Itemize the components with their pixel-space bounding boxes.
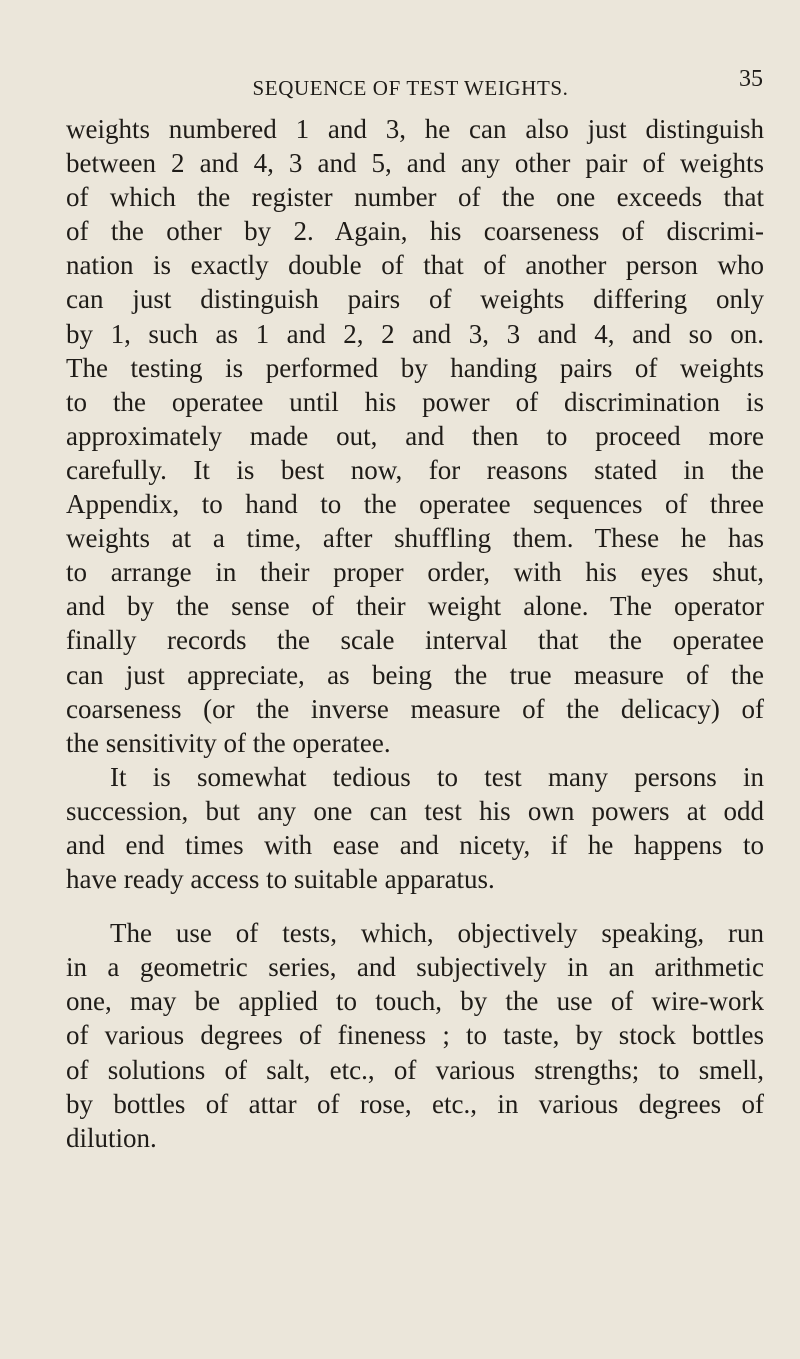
running-title: SEQUENCE OF TEST WEIGHTS. (252, 76, 569, 100)
paragraph-1 (66, 112, 764, 760)
text-line: and by the sense of their weight alone. The operator (66, 591, 764, 622)
text-line: carefully. It is best now, for reasons stated in the (66, 454, 764, 485)
text-line: have ready access to suitable apparatus. (66, 864, 495, 895)
text-line: can just distinguish pairs of weights differing only (66, 284, 764, 315)
page-number: 35 (739, 66, 763, 92)
paragraph-2 (66, 760, 764, 896)
text-line: weights numbered 1 and 3, he can also just distinguish (66, 114, 764, 144)
text-line: of various degrees of fineness ; to taste, by stock bottles (66, 1020, 764, 1051)
text-line: can just appreciate, as being the true measure of the (66, 659, 764, 690)
text-line: to arrange in their proper order, with his eyes shut, (66, 557, 764, 588)
text-line: one, may be applied to touch, by the use of wire-work (66, 986, 764, 1017)
text-line: by bottles of attar of rose, etc., in various degrees of (66, 1088, 764, 1119)
text-line: the sensitivity of the operatee. (66, 727, 391, 758)
text-line: approximately made out, and then to proceed more (66, 420, 764, 451)
text-line: in a geometric series, and subjectively in an arithmetic (66, 952, 764, 983)
text-line: to the operatee until his power of discrimination is (66, 386, 764, 417)
body-text (66, 112, 764, 1155)
text-line: It is somewhat tedious to test many persons in (110, 761, 764, 792)
text-line: between 2 and 4, 3 and 5, and any other pair of weights (66, 148, 764, 179)
text-line: weights at a time, after shuffling them. These he has (66, 523, 764, 554)
text-line: The use of tests, which, objectively speaking, run (110, 918, 764, 949)
text-line: dilution. (66, 1122, 157, 1153)
paragraph-spacer (66, 896, 764, 916)
text-line: nation is exactly double of that of another person who (66, 250, 764, 281)
text-line: coarseness (or the inverse measure of the delicacy) of (66, 693, 764, 724)
text-line: and end times with ease and nicety, if he happens to (66, 829, 764, 860)
text-line: of solutions of salt, etc., of various strengths; to smell, (66, 1054, 764, 1085)
text-line: of which the register number of the one exceeds that (66, 182, 764, 213)
text-line: The testing is performed by handing pairs of weights (66, 352, 764, 383)
text-line: by 1, such as 1 and 2, 2 and 3, 3 and 4, and so on. (66, 318, 764, 349)
paragraph-3 (66, 916, 764, 1155)
text-line: of the other by 2. Again, his coarseness of discrimi- (66, 216, 764, 247)
text-line: finally records the scale interval that the operatee (66, 625, 764, 656)
text-line: succession, but any one can test his own powers at odd (66, 795, 764, 826)
running-head (58, 66, 763, 100)
text-line: Appendix, to hand to the operatee sequences of three (66, 489, 764, 520)
